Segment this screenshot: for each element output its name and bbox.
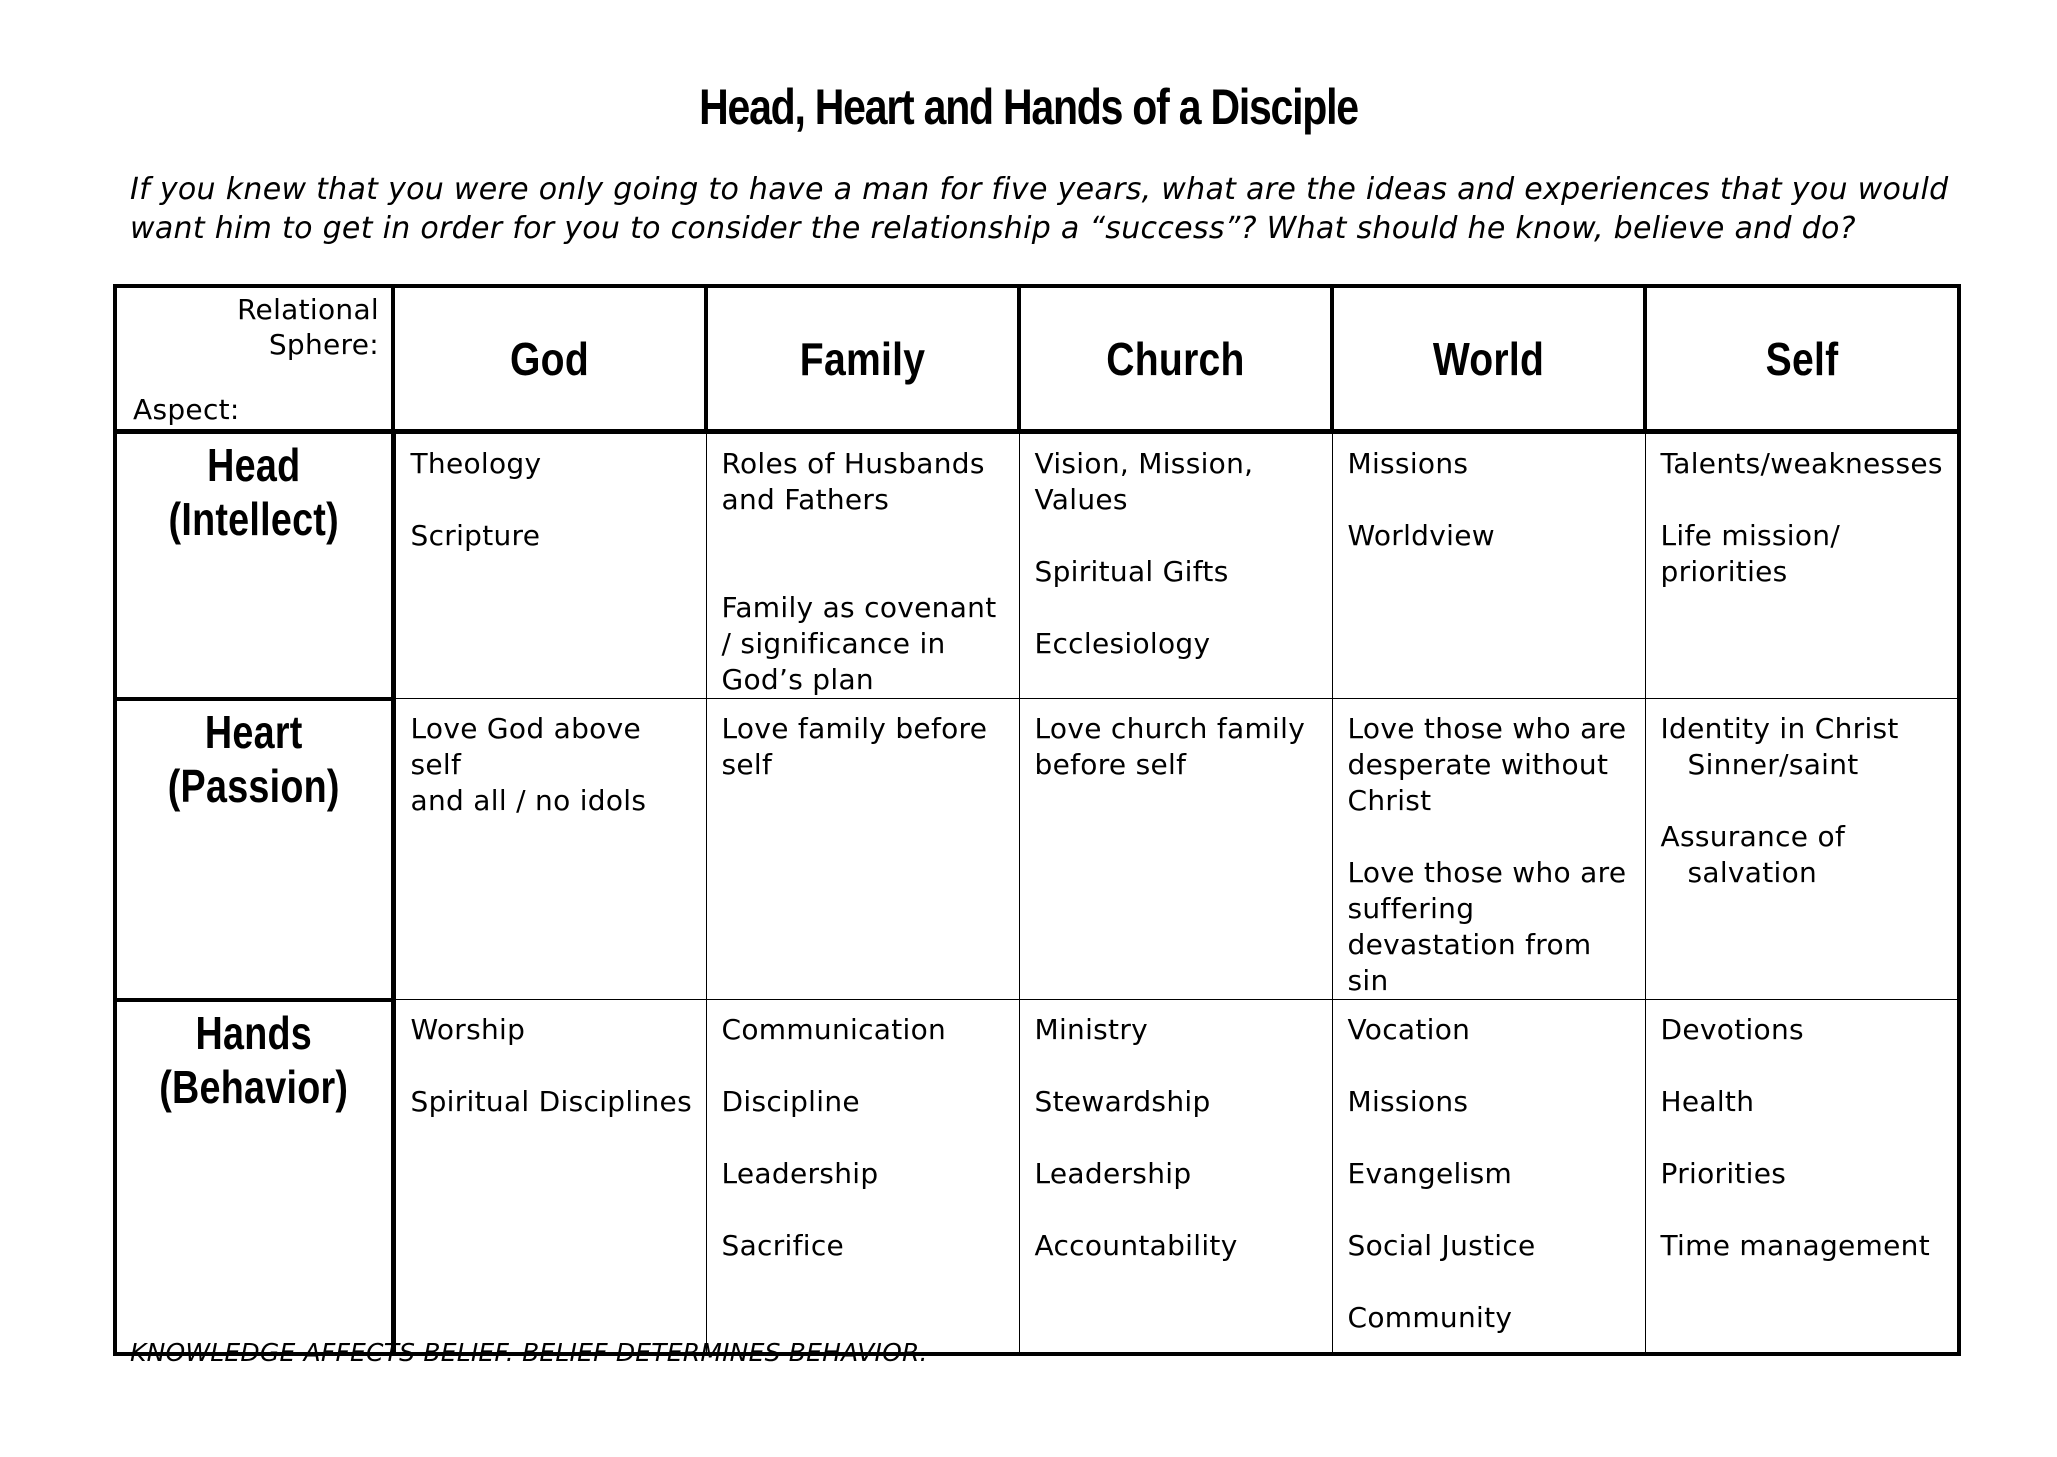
item-spacer [1661, 1120, 1948, 1156]
item-spacer [1661, 1048, 1948, 1084]
page-title: Head, Heart and Hands of a Disciple [699, 79, 1358, 135]
item-spacer [722, 518, 1009, 554]
cell-item: Worldview [1347, 519, 1495, 552]
table-row-head [115, 432, 1959, 699]
row-label-line-2: (Passion) [167, 759, 340, 812]
intro-question [130, 170, 1960, 248]
cell-head-world [1332, 432, 1645, 699]
cell-hands-world [1332, 1000, 1645, 1354]
cell-heart-self [1645, 699, 1959, 1000]
item-spacer [1661, 783, 1948, 819]
item-spacer [1035, 518, 1322, 554]
item-spacer [1035, 1048, 1322, 1084]
cell-item: Communication [721, 1013, 947, 1046]
table-row-hands [115, 1000, 1959, 1354]
item-spacer [1348, 1192, 1635, 1228]
relational-label-line-1: Relational [237, 293, 379, 326]
cell-item: Community [1347, 1301, 1513, 1334]
column-header-label: Family [799, 332, 926, 385]
cell-item: Scripture [410, 519, 541, 552]
cell-heart-god [393, 699, 706, 1000]
cell-item: Worship [410, 1013, 526, 1046]
row-header-head [115, 432, 393, 699]
cell-item: Stewardship [1034, 1085, 1211, 1118]
intro-line-1: If you knew that you were only going to have a man for five years, what are the ideas and experiences that you would [130, 172, 1949, 207]
row-header-hands [115, 1000, 393, 1354]
column-header-label: Self [1765, 332, 1839, 385]
cell-item: Love those who are suffering devastation from sin [1347, 856, 1627, 997]
cell-hands-church [1019, 1000, 1332, 1354]
row-label-line-1: Hands [195, 1006, 313, 1059]
column-header-god [393, 286, 706, 432]
column-header-label: World [1432, 332, 1545, 385]
cell-item: Vision, Mission, Values [1034, 447, 1254, 516]
column-header-family [706, 286, 1019, 432]
cell-item: Identity in Christ [1660, 712, 1899, 745]
cell-item: Missions [1347, 1085, 1469, 1118]
cell-item: Priorities [1660, 1157, 1787, 1190]
item-spacer [722, 554, 1009, 590]
cell-hands-god [393, 1000, 706, 1354]
cell-head-church [1019, 432, 1332, 699]
cell-item: Family as covenant / significance in God’s plan [721, 591, 997, 696]
row-label-line-1: Head [207, 439, 301, 491]
item-spacer [1348, 819, 1635, 855]
item-spacer [411, 482, 696, 518]
column-header-label: God [510, 332, 589, 385]
cell-item: Vocation [1347, 1013, 1471, 1046]
aspect-label: Aspect: [133, 393, 240, 426]
header-row [115, 286, 1959, 432]
cell-heart-world [1332, 699, 1645, 1000]
item-spacer [1035, 1120, 1322, 1156]
item-spacer [1035, 1192, 1322, 1228]
row-label-line-1: Heart [204, 705, 303, 758]
cell-item: Roles of Husbands and Fathers [721, 447, 985, 516]
cell-item: Love church family before self [1034, 712, 1306, 781]
item-spacer [1035, 590, 1322, 626]
cell-heart-family [706, 699, 1019, 1000]
cell-head-family [706, 432, 1019, 699]
intro-line-2: want him to get in order for you to consider the relationship a “success”? What should he know, believe and do? [130, 211, 1856, 246]
column-header-world [1332, 286, 1645, 432]
cell-item: Sacrifice [721, 1229, 845, 1262]
cell-item: Love God above self and all / no idols [410, 712, 647, 817]
cell-item: Discipline [721, 1085, 860, 1118]
item-spacer [1348, 1048, 1635, 1084]
cell-item: Leadership [721, 1157, 879, 1190]
corner-cell [115, 286, 393, 432]
cell-item: Love family before self [721, 712, 988, 781]
cell-item: Leadership [1034, 1157, 1192, 1190]
column-header-self [1645, 286, 1959, 432]
cell-head-god [393, 432, 706, 699]
footer-motto: KNOWLEDGE AFFECTS BELIEF. BELIEF DETERMINES BEHAVIOR. [130, 1338, 928, 1367]
row-header-heart [115, 699, 393, 1000]
column-header-church [1019, 286, 1332, 432]
item-spacer [411, 1048, 696, 1084]
cell-hands-self [1645, 1000, 1959, 1354]
cell-item: Health [1660, 1085, 1755, 1118]
column-header-label: Church [1106, 332, 1245, 385]
row-label-line-2: (Intellect) [168, 493, 339, 545]
cell-item: Sinner/saint [1687, 748, 1859, 781]
cell-item: Ministry [1034, 1013, 1149, 1046]
cell-item: Life mission/ priorities [1660, 519, 1841, 588]
disciple-matrix-table [113, 284, 1961, 1356]
cell-item: Talents/weaknesses [1660, 447, 1943, 480]
relational-label-line-2: Sphere: [268, 328, 379, 361]
item-spacer [722, 1048, 1009, 1084]
item-spacer [1348, 482, 1635, 518]
cell-item: Love those who are desperate without Christ [1347, 712, 1627, 817]
table-row-heart [115, 699, 1959, 1000]
cell-head-self [1645, 432, 1959, 699]
item-spacer [1348, 1264, 1635, 1300]
cell-item: Evangelism [1347, 1157, 1513, 1190]
relational-sphere-label [237, 292, 379, 362]
cell-item: Accountability [1034, 1229, 1238, 1262]
cell-item: Assurance of [1660, 820, 1846, 853]
cell-item: Social Justice [1347, 1229, 1536, 1262]
cell-item: salvation [1687, 856, 1818, 889]
cell-item: Spiritual Disciplines [410, 1085, 692, 1118]
item-spacer [1348, 1120, 1635, 1156]
row-label-line-2: (Behavior) [159, 1060, 349, 1113]
item-spacer [1661, 482, 1948, 518]
cell-item: Devotions [1660, 1013, 1804, 1046]
cell-heart-church [1019, 699, 1332, 1000]
item-spacer [1661, 1192, 1948, 1228]
cell-item: Missions [1347, 447, 1469, 480]
cell-item: Time management [1660, 1229, 1930, 1262]
item-spacer [722, 1192, 1009, 1228]
item-spacer [722, 1120, 1009, 1156]
cell-item: Theology [410, 447, 542, 480]
cell-item: Spiritual Gifts [1034, 555, 1229, 588]
cell-item: Ecclesiology [1034, 627, 1211, 660]
cell-hands-family [706, 1000, 1019, 1354]
